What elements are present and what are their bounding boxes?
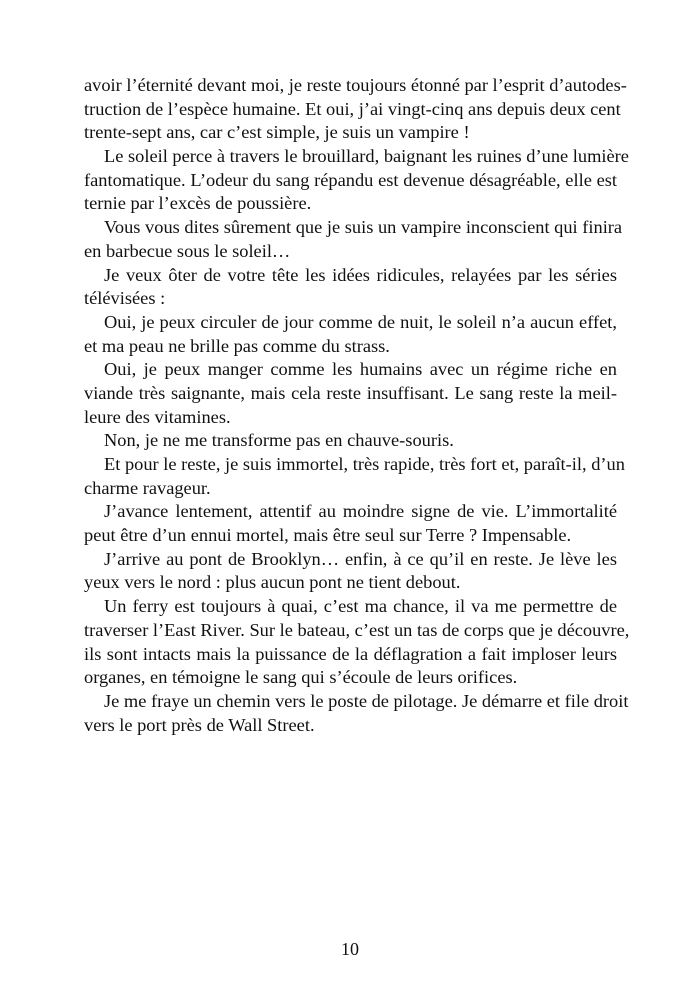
- paragraph: [84, 311, 617, 358]
- text-line: viande très saignante, mais cela reste insuffisant. Le sang reste la meil-: [84, 382, 617, 403]
- text-line: traverser l’East River. Sur le bateau, c’est un tas de corps que je découvre,: [84, 619, 630, 640]
- paragraph: [84, 429, 617, 453]
- text-line: avoir l’éternité devant moi, je reste toujours étonné par l’esprit d’autodes-: [84, 75, 627, 95]
- text-line: en barbecue sous le soleil…: [84, 240, 291, 261]
- paragraph: [84, 548, 617, 595]
- paragraph: [84, 500, 617, 547]
- page-body-text: [84, 74, 630, 737]
- paragraph: [84, 595, 630, 690]
- paragraph: [84, 358, 617, 429]
- text-line: Oui, je peux circuler de jour comme de nuit, le soleil n’a aucun effet,: [104, 311, 617, 332]
- text-line: peut être d’un ennui mortel, mais être seul sur Terre ? Impensable.: [84, 525, 572, 546]
- text-line: charme ravageur.: [84, 477, 211, 498]
- text-line: ils sont intacts mais la puissance de la déflagration a fait imploser leurs: [84, 643, 617, 664]
- text-line: trente-sept ans, car c’est simple, je suis un vampire !: [84, 122, 470, 143]
- text-line: vers le port près de Wall Street.: [84, 714, 315, 735]
- text-line: yeux vers le nord : plus aucun pont ne tient debout.: [84, 572, 461, 593]
- text-line: organes, en témoigne le sang qui s’écoule de leurs orifices.: [84, 667, 518, 688]
- text-line: ternie par l’excès de poussière.: [84, 193, 312, 214]
- text-line: truction de l’espèce humaine. Et oui, j’ai vingt-cinq ans depuis deux cent: [84, 98, 621, 119]
- paragraph: [84, 264, 617, 311]
- text-line: leure des vitamines.: [84, 406, 231, 427]
- paragraph: [84, 216, 623, 263]
- text-line: Oui, je peux manger comme les humains avec un régime riche en: [104, 359, 617, 380]
- text-line: Et pour le reste, je suis immortel, très rapide, très fort et, paraît-il, d’un: [104, 454, 625, 474]
- text-line: J’avance lentement, attentif au moindre signe de vie. L’immortalité: [104, 501, 617, 522]
- text-line: Je me fraye un chemin vers le poste de pilotage. Je démarre et file droit: [104, 690, 629, 711]
- text-line: et ma peau ne brille pas comme du strass.: [84, 335, 390, 356]
- paragraph: [84, 453, 625, 500]
- page-number: 10: [341, 939, 359, 959]
- text-line: Le soleil perce à travers le brouillard, baignant les ruines d’une lumière: [104, 146, 629, 167]
- text-line: télévisées :: [84, 288, 166, 309]
- text-line: Vous vous dites sûrement que je suis un vampire inconscient qui finira: [104, 217, 623, 238]
- text-line: Non, je ne me transforme pas en chauve-souris.: [104, 430, 454, 451]
- paragraph: [84, 145, 629, 216]
- paragraph: [84, 690, 629, 737]
- text-line: fantomatique. L’odeur du sang répandu est devenue désagréable, elle est: [84, 169, 617, 190]
- text-line: Je veux ôter de votre tête les idées ridicules, relayées par les séries: [104, 264, 617, 285]
- paragraph: [84, 74, 627, 145]
- text-line: Un ferry est toujours à quai, c’est ma chance, il va me permettre de: [104, 596, 617, 617]
- text-line: J’arrive au pont de Brooklyn… enfin, à ce qu’il en reste. Je lève les: [104, 548, 617, 569]
